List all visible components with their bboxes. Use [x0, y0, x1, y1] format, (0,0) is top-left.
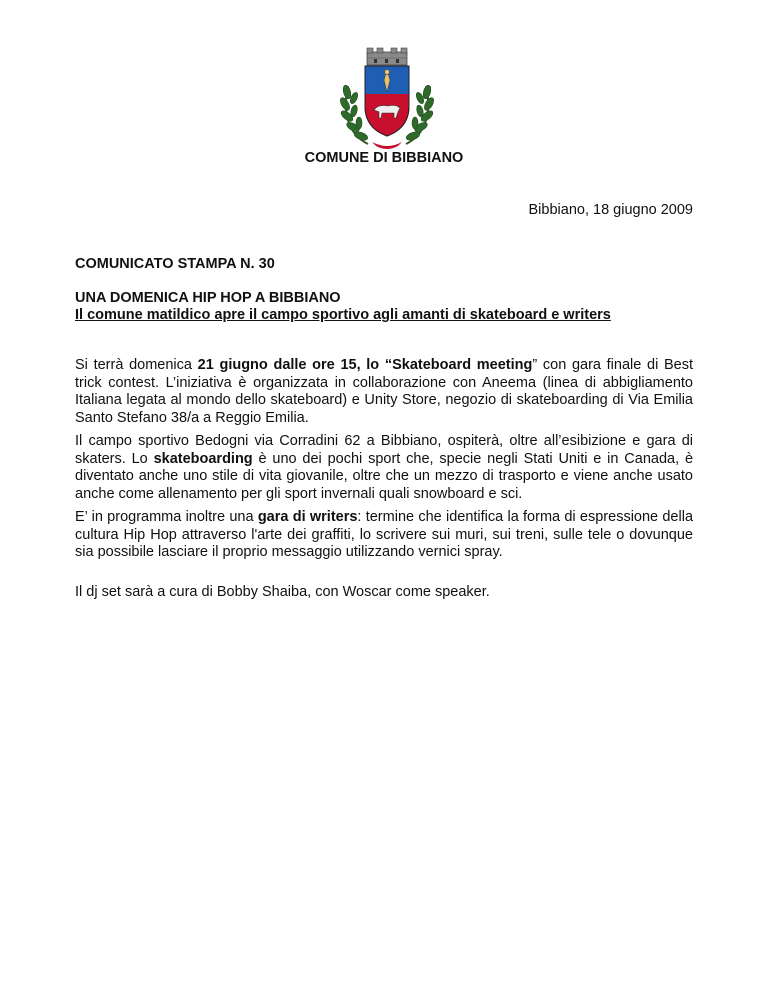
ribbon	[372, 142, 402, 149]
issuer-name: COMUNE DI BIBBIANO	[304, 150, 464, 166]
paragraph-writers	[75, 509, 693, 562]
mural-crown	[367, 48, 407, 65]
paragraph-dj	[75, 584, 693, 602]
paragraph-venue	[75, 433, 693, 503]
municipal-coat-of-arms	[338, 46, 436, 150]
paragraph-text: è uno dei pochi sport che, specie negli Stati Uniti e in Canada, è diventato anche uno stile di vita giovanile, oltre che un mezzo di trasporto e viene anche usato anche come allenamento per gli sport invernali quali snowboard e sci.	[75, 450, 694, 502]
paragraph-text: E’ in programma inoltre una	[75, 509, 258, 525]
paragraph-text: Si terrà domenica	[75, 357, 198, 373]
paragraph-text: : termine che identifica la forma di espressione della cultura Hip Hop attraverso l'arte dei graffiti, lo scrivere sui muri, sui treni, sulle tele o dovunque sia possibile lasciare il proprio messaggio utilizzando vernici spray.	[75, 509, 694, 560]
date-line: Bibbiano, 18 giugno 2009	[528, 202, 693, 218]
paragraph-text: ” con gara finale di Best trick contest. L’iniziativa è organizzata in collaborazione con Aneema (linea di abbigliamento Italiana legata al mondo dello skateboard) e Unity Store, negozio di skateboarding di Via Emilia Santo Stefano 38/a a Reggio Emilia.	[75, 357, 693, 426]
paragraph-text: Il dj set sarà a cura di Bobby Shaiba, con Woscar come speaker.	[75, 584, 490, 600]
headline: UNA DOMENICA HIP HOP A BIBBIANO	[75, 290, 341, 306]
press-release-number: COMUNICATO STAMPA N. 30	[75, 256, 275, 272]
paragraph-bold: 21 giugno dalle ore 15, lo “Skateboard meeting	[197, 357, 533, 373]
paragraph-text: Il campo sportivo Bedogni via Corradini 62 a Bibbiano, ospiterà, oltre all’esibizione e gara di skaters. Lo	[75, 433, 693, 467]
shield	[365, 66, 409, 136]
subheadline: Il comune matildico apre il campo sportivo agli amanti di skateboard e writers	[75, 307, 611, 323]
paragraph-event	[75, 357, 693, 427]
paragraph-bold: gara di writers	[257, 509, 358, 525]
paragraph-bold: skateboarding	[153, 450, 253, 467]
